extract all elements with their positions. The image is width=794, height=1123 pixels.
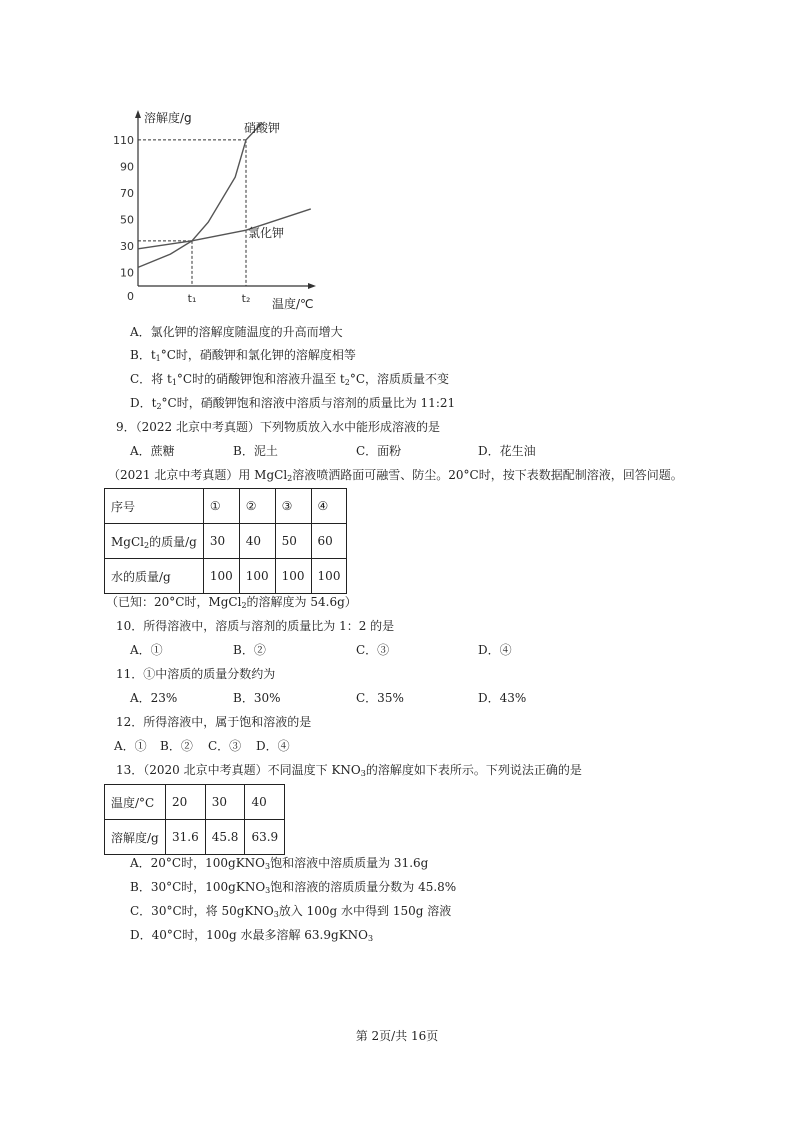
mgcl2-table — [104, 488, 347, 594]
y-axis-label: 溶解度/g — [144, 111, 192, 125]
q9-options — [0, 443, 794, 459]
table-cell: 序号 — [105, 489, 204, 524]
q8-option-b: B．$t_1^\circ C$时，硝酸钾和氯化钾的溶解度相等 — [130, 348, 356, 363]
table-cell: ② — [239, 489, 275, 524]
q11-options — [0, 690, 794, 706]
x-tick-label: 0 — [127, 290, 134, 303]
q8-option-c: C．将 $t_1^\circ C$时的硝酸钾饱和溶液升温至 $t_2^\circ C$，溶质质量不变 — [130, 372, 450, 387]
solubility-chart — [110, 108, 320, 313]
q8-option-a: A．氯化钾的溶解度随温度的升高而增大 — [130, 325, 343, 339]
table-row — [105, 489, 347, 524]
q13-option-a: A．20°C时，100gKNO$_3$饱和溶液中溶质质量为 31.6g — [130, 856, 429, 871]
table-cell: MgCl$_2$的质量/g — [105, 524, 204, 559]
y-axis-arrow — [135, 110, 141, 118]
table-cell: 40 — [239, 524, 275, 559]
table-cell: ③ — [275, 489, 311, 524]
table-row — [105, 820, 285, 855]
q13-option-b: B．30°C时，100gKNO$_3$饱和溶液的溶质质量分数为 45.8% — [130, 880, 457, 895]
q12-option-d: D．④ — [256, 739, 290, 753]
x-tick-label: t₂ — [241, 292, 251, 305]
series-label-kno3: 硝酸钾 — [244, 121, 281, 135]
x-axis-arrow — [308, 283, 316, 289]
table-row — [105, 559, 347, 594]
table-row — [105, 524, 347, 559]
table-cell: 63.9 — [245, 820, 285, 855]
x-tick-label: t₁ — [187, 292, 197, 305]
q10-stem: 10．所得溶液中，溶质与溶剂的质量比为 1：2 的是 — [116, 619, 395, 633]
kno3-table — [104, 784, 285, 855]
y-tick-label: 110 — [113, 133, 134, 147]
q11-option-c: C．35% — [356, 691, 404, 705]
q11-option-d: D．43% — [478, 691, 527, 705]
q11-stem: 11．①中溶质的质量分数约为 — [116, 667, 276, 681]
q9-option-d: D．花生油 — [478, 444, 536, 458]
table-cell: 溶解度/g — [105, 820, 166, 855]
table-cell: ① — [203, 489, 239, 524]
table-cell: 100 — [239, 559, 275, 594]
q12-stem: 12．所得溶液中，属于饱和溶液的是 — [116, 715, 312, 729]
table-cell: 45.8 — [205, 820, 245, 855]
q9-option-b: B．泥土 — [233, 444, 278, 458]
q13-option-c: C．30°C时，将 50gKNO$_3$放入 100g 水中得到 150g 溶液 — [130, 904, 452, 919]
q12-option-a: A．① — [114, 739, 147, 753]
table-cell: 温度/°C — [105, 785, 166, 820]
table-cell: 31.6 — [166, 820, 206, 855]
q8-option-d: D．$t_2^\circ C$时，硝酸钾饱和溶液中溶质与溶剂的质量比为 11:21 — [130, 396, 456, 411]
table-cell: 100 — [203, 559, 239, 594]
series-label-kcl: 氯化钾 — [248, 225, 285, 240]
table-cell: 50 — [275, 524, 311, 559]
y-tick-label: 10 — [120, 266, 134, 280]
q12-option-b: B．② — [160, 739, 193, 753]
q11-option-a: A．23% — [130, 691, 178, 705]
y-tick-label: 70 — [120, 187, 134, 201]
table-cell: 60 — [311, 524, 347, 559]
table-row — [105, 785, 285, 820]
table-cell: 100 — [275, 559, 311, 594]
q10-option-d: D．④ — [478, 643, 512, 657]
q13-option-d: D．40°C时，100g 水最多溶解 63.9gKNO$_3$ — [130, 928, 374, 943]
table-cell: 20 — [166, 785, 206, 820]
y-tick-label: 30 — [120, 240, 134, 254]
q12-options — [0, 738, 794, 754]
q13-stem: 13．（2020 北京中考真题）不同温度下 $KNO_3$的溶解度如下表所示。下列说法正确的是 — [116, 763, 582, 778]
q9-option-c: C．面粉 — [356, 444, 402, 458]
y-tick-label: 90 — [120, 160, 134, 174]
q10-option-b: B．② — [233, 643, 266, 657]
q10-options — [0, 642, 794, 658]
q12-option-c: C．③ — [208, 739, 242, 753]
table-cell: 水的质量/g — [105, 559, 204, 594]
q10-option-a: A．① — [130, 643, 163, 657]
table-cell: 100 — [311, 559, 347, 594]
q10-option-c: C．③ — [356, 643, 390, 657]
table-cell: ④ — [311, 489, 347, 524]
note-solubility: （已知：20°C时，MgCl$_2$的溶解度为 54.6g） — [106, 595, 357, 610]
table-cell: 30 — [203, 524, 239, 559]
page-footer: 第 2页/共 16页 — [355, 1029, 439, 1043]
table-cell: 40 — [245, 785, 285, 820]
intro-2021: （2021 北京中考真题）用 MgCl$_2$溶液喷洒路面可融雪、防尘。20°C时，按下表数据配制溶液，回答问题。 — [108, 468, 683, 483]
q9-stem: 9．（2022 北京中考真题）下列物质放入水中能形成溶液的是 — [116, 420, 440, 434]
q9-option-a: A．蔗糖 — [130, 444, 175, 458]
y-tick-label: 50 — [120, 213, 134, 227]
x-axis-label: 温度/℃ — [272, 297, 314, 311]
table-cell: 30 — [205, 785, 245, 820]
series-line-kcl — [138, 209, 311, 249]
q11-option-b: B．30% — [233, 691, 281, 705]
